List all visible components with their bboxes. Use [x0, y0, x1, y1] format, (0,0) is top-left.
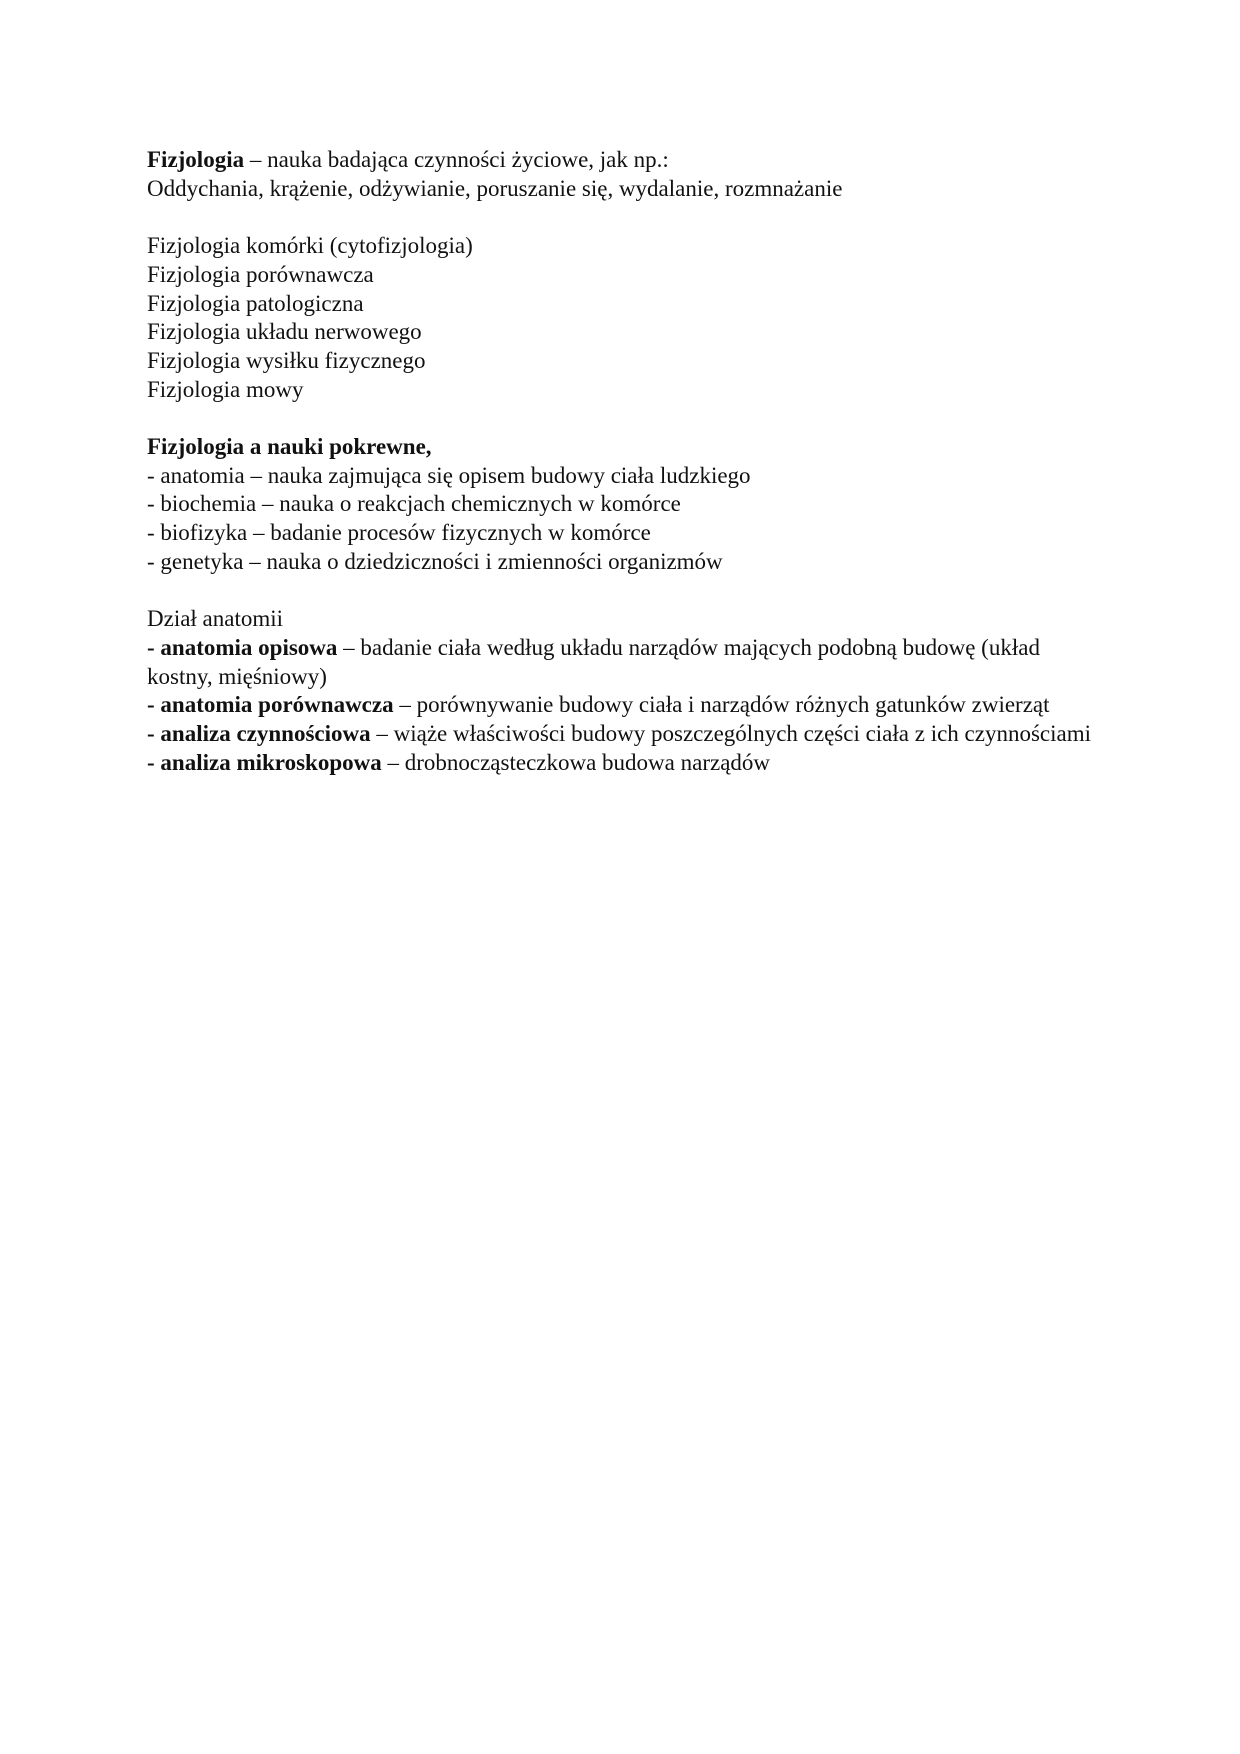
- branch-item: Fizjologia wysiłku fizycznego: [147, 347, 426, 373]
- anatomy-term: analiza mikroskopowa: [160, 749, 382, 775]
- related-desc: – badanie procesów fizycznych w komórce: [247, 520, 651, 546]
- anatomy-item: - anatomia porównawcza – porównywanie budowy ciała i narządów różnych gatunków zwierząt: [147, 692, 1050, 718]
- related-item: [147, 490, 1097, 519]
- anatomy-term: anatomia opisowa: [160, 634, 338, 660]
- related-desc: – nauka zajmująca się opisem budowy ciała ludzkiego: [244, 462, 751, 488]
- anatomy-desc: – drobnocząsteczkowa budowa narządów: [381, 749, 771, 775]
- branch-item: Fizjologia układu nerwowego: [147, 319, 422, 345]
- anatomy-term: anatomia porównawcza: [160, 692, 394, 718]
- related-heading: Fizjologia a nauki pokrewne,: [147, 434, 432, 459]
- related-item: [147, 462, 1097, 491]
- related-section: [147, 433, 1097, 577]
- intro-line: [147, 146, 1097, 175]
- branch-item: Fizjologia patologiczna: [147, 290, 364, 316]
- spacer: [147, 404, 1097, 433]
- related-desc: – nauka o dziedziczności i zmienności organizmów: [243, 548, 723, 574]
- anatomy-item: - analiza mikroskopowa – drobnocząsteczkowa budowa narządów: [147, 749, 771, 775]
- spacer: [147, 577, 1097, 606]
- anatomy-term: analiza czynnościowa: [160, 721, 371, 747]
- anatomy-item: - anatomia opisowa – badanie ciała według układu narządów mających podobną budowę (układ kostny, mięśniowy): [147, 634, 1040, 689]
- intro-examples: Oddychania, krążenie, odżywianie, poruszanie się, wydalanie, rozmnażanie: [147, 175, 843, 201]
- intro-term: Fizjologia: [147, 147, 245, 172]
- branches-list: [147, 232, 1097, 404]
- related-item: [147, 548, 1097, 577]
- related-item: [147, 519, 1097, 548]
- intro-definition: – nauka badająca czynności życiowe, jak np.:: [244, 147, 669, 172]
- anatomy-desc: – porównywanie budowy ciała i narządów różnych gatunków zwierząt: [393, 692, 1050, 718]
- anatomy-heading: Dział anatomii: [147, 606, 284, 632]
- related-term: - anatomia: [147, 462, 245, 488]
- anatomy-desc: – badanie ciała według układu narządów mających podobną budowę (układ kostny, mięśniowy): [147, 634, 1040, 689]
- document-page: [147, 146, 1097, 777]
- branch-item: Fizjologia komórki (cytofizjologia): [147, 233, 473, 259]
- anatomy-section: [147, 605, 1097, 777]
- related-term: - biochemia: [147, 491, 257, 517]
- related-term: - genetyka: [147, 548, 244, 574]
- spacer: [147, 203, 1097, 232]
- branch-item: Fizjologia porównawcza: [147, 261, 374, 287]
- branch-item: Fizjologia mowy: [147, 376, 304, 402]
- anatomy-desc: – wiąże właściwości budowy poszczególnych części ciała z ich czynnościami: [370, 721, 1092, 747]
- anatomy-item: - analiza czynnościowa – wiąże właściwości budowy poszczególnych części ciała z ich czynnościami: [147, 721, 1092, 747]
- related-desc: – nauka o reakcjach chemicznych w komórce: [256, 491, 681, 517]
- related-term: - biofizyka: [147, 520, 248, 546]
